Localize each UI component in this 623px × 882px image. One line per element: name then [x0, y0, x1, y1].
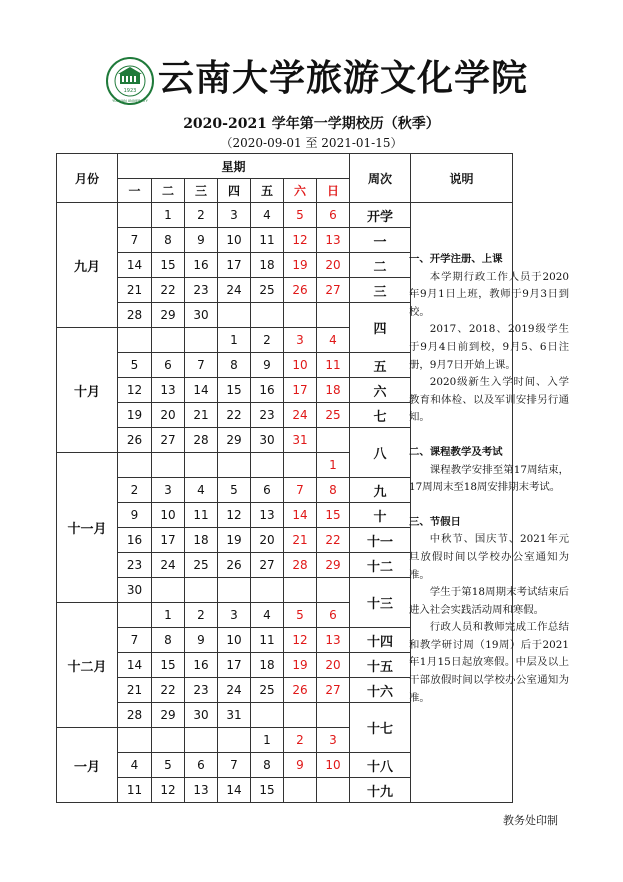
date-cell: [284, 778, 317, 803]
date-cell: 13: [317, 628, 350, 653]
date-cell: 24: [218, 278, 251, 303]
date-cell: [152, 728, 185, 753]
weekday-header: 五: [251, 179, 284, 203]
date-cell: [185, 728, 218, 753]
date-cell: [317, 703, 350, 728]
date-cell: 28: [284, 553, 317, 578]
date-cell: 19: [218, 528, 251, 553]
date-cell: 20: [317, 253, 350, 278]
date-cell: 8: [218, 353, 251, 378]
weekday-header: 一: [118, 179, 152, 203]
date-cell: 8: [317, 478, 350, 503]
date-cell: 16: [251, 378, 284, 403]
date-cell: [118, 453, 152, 478]
date-cell: 3: [218, 603, 251, 628]
date-cell: 2: [251, 328, 284, 353]
date-cell: 25: [251, 278, 284, 303]
date-cell: [317, 428, 350, 453]
month-label: 十月: [57, 328, 118, 453]
date-cell: [317, 303, 350, 328]
date-cell: 2: [185, 603, 218, 628]
date-cell: 30: [251, 428, 284, 453]
date-cell: 24: [284, 403, 317, 428]
date-cell: 30: [118, 578, 152, 603]
week-label: 十五: [350, 653, 411, 678]
date-cell: 22: [218, 403, 251, 428]
week-label: 七: [350, 403, 411, 428]
date-cell: 1: [152, 203, 185, 228]
week-label: 八: [350, 428, 411, 478]
notes-paragraph: 2017、2018、2019级学生于9月4日前到校，9月5、6日注册，9月7日开始上课。: [409, 323, 569, 371]
week-label: 十四: [350, 628, 411, 653]
date-cell: 5: [284, 203, 317, 228]
date-cell: 8: [152, 228, 185, 253]
date-cell: 21: [185, 403, 218, 428]
date-cell: 6: [251, 478, 284, 503]
date-cell: 23: [185, 678, 218, 703]
date-cell: 25: [185, 553, 218, 578]
date-cell: 11: [118, 778, 152, 803]
university-logo-icon: [104, 56, 156, 106]
date-cell: 31: [284, 428, 317, 453]
table-row: [57, 203, 513, 228]
date-cell: 5: [152, 753, 185, 778]
date-cell: 11: [251, 628, 284, 653]
notes-paragraph: 本学期行政工作人员于2020年9月1日上班，教师于9月3日到校。: [409, 270, 569, 318]
notes-paragraph: 行政人员和教师完成工作总结和教学研讨周（19周）后于2021年1月15日起放寒假。中层及以上干部放假时间以学校办公室通知为准。: [409, 621, 569, 704]
date-cell: 20: [251, 528, 284, 553]
date-cell: 9: [284, 753, 317, 778]
date-cell: 15: [152, 653, 185, 678]
date-cell: 29: [317, 553, 350, 578]
date-cell: 7: [284, 478, 317, 503]
date-cell: 3: [218, 203, 251, 228]
date-cell: 14: [284, 503, 317, 528]
date-cell: 15: [251, 778, 284, 803]
date-cell: 12: [218, 503, 251, 528]
date-cell: 5: [218, 478, 251, 503]
date-cell: 10: [218, 228, 251, 253]
date-cell: [284, 303, 317, 328]
date-cell: [284, 578, 317, 603]
date-cell: 17: [218, 253, 251, 278]
date-cell: 28: [185, 428, 218, 453]
logo-ring-text: YUNNAN UNIVERSITY: [112, 99, 148, 103]
notes-paragraph: 2020级新生入学时间、入学教育和体检、以及军训安排另行通知。: [409, 376, 569, 424]
date-cell: [251, 453, 284, 478]
date-cell: 17: [284, 378, 317, 403]
date-cell: 19: [284, 253, 317, 278]
date-cell: 13: [317, 228, 350, 253]
date-cell: 19: [118, 403, 152, 428]
date-cell: [152, 328, 185, 353]
month-column-header: 月份: [57, 154, 118, 203]
date-cell: [185, 453, 218, 478]
notes-paragraph: 课程教学安排至第17周结束，17周周末至18周安排期末考试。: [409, 463, 569, 494]
date-cell: 23: [118, 553, 152, 578]
date-cell: 2: [185, 203, 218, 228]
week-label: 二: [350, 253, 411, 278]
date-cell: 30: [185, 303, 218, 328]
date-cell: 2: [284, 728, 317, 753]
page-title: 2020-2021 学年第一学期校历（秋季）: [183, 116, 440, 132]
date-cell: [284, 453, 317, 478]
date-cell: 4: [118, 753, 152, 778]
date-cell: 14: [118, 653, 152, 678]
notes-heading: 三、节假日: [409, 515, 461, 528]
date-cell: 4: [185, 478, 218, 503]
date-cell: [118, 328, 152, 353]
month-label: 一月: [57, 728, 118, 803]
date-cell: 7: [185, 353, 218, 378]
footer-printer: 教务处印制: [503, 814, 558, 827]
date-cell: 6: [317, 603, 350, 628]
date-cell: 25: [317, 403, 350, 428]
notes-paragraph: 学生于第18周期末考试结束后进入社会实践活动周和寒假。: [409, 586, 569, 616]
date-cell: 3: [152, 478, 185, 503]
date-cell: 24: [218, 678, 251, 703]
date-cell: 21: [118, 678, 152, 703]
date-cell: 1: [152, 603, 185, 628]
date-cell: 8: [152, 628, 185, 653]
date-cell: 9: [251, 353, 284, 378]
page-subtitle: （2020-09-01 至 2021-01-15）: [220, 136, 403, 150]
date-cell: [317, 778, 350, 803]
date-cell: 13: [185, 778, 218, 803]
date-cell: [185, 328, 218, 353]
weekday-header: 三: [185, 179, 218, 203]
date-cell: [152, 453, 185, 478]
date-cell: 29: [152, 703, 185, 728]
date-cell: 26: [218, 553, 251, 578]
week-label: 四: [350, 303, 411, 353]
date-cell: 23: [251, 403, 284, 428]
weekday-header: 二: [152, 179, 185, 203]
date-cell: 20: [317, 653, 350, 678]
date-cell: [218, 728, 251, 753]
date-cell: 30: [185, 703, 218, 728]
week-label: 三: [350, 278, 411, 303]
date-cell: 2: [118, 478, 152, 503]
date-cell: [251, 578, 284, 603]
date-cell: 6: [317, 203, 350, 228]
date-cell: 27: [317, 678, 350, 703]
date-cell: 24: [152, 553, 185, 578]
date-cell: 14: [118, 253, 152, 278]
date-cell: 28: [118, 303, 152, 328]
week-label: 十三: [350, 578, 411, 628]
notes-heading: 二、课程教学及考试: [409, 445, 503, 458]
date-cell: 11: [317, 353, 350, 378]
date-cell: [118, 203, 152, 228]
date-cell: [251, 703, 284, 728]
week-column-header: 周次: [350, 154, 411, 203]
date-cell: 1: [218, 328, 251, 353]
date-cell: [284, 703, 317, 728]
date-cell: 17: [152, 528, 185, 553]
date-cell: 18: [185, 528, 218, 553]
date-cell: 13: [251, 503, 284, 528]
date-cell: 7: [218, 753, 251, 778]
date-cell: [218, 303, 251, 328]
date-cell: [317, 578, 350, 603]
date-cell: 23: [185, 278, 218, 303]
date-cell: 11: [185, 503, 218, 528]
date-cell: 31: [218, 703, 251, 728]
date-cell: 29: [218, 428, 251, 453]
date-cell: 1: [317, 453, 350, 478]
date-cell: 7: [118, 628, 152, 653]
week-label: 十六: [350, 678, 411, 703]
date-cell: 12: [284, 628, 317, 653]
notes-paragraph: 中秋节、国庆节、2021年元旦放假时间以学校办公室通知为准。: [409, 533, 569, 581]
date-cell: 8: [251, 753, 284, 778]
date-cell: 18: [317, 378, 350, 403]
date-cell: 27: [251, 553, 284, 578]
date-cell: 10: [218, 628, 251, 653]
date-cell: 26: [118, 428, 152, 453]
date-cell: 5: [284, 603, 317, 628]
month-label: 十二月: [57, 603, 118, 728]
date-cell: 22: [152, 278, 185, 303]
week-label: 九: [350, 478, 411, 503]
date-cell: 14: [218, 778, 251, 803]
date-cell: 15: [317, 503, 350, 528]
notes-panel: [409, 251, 569, 707]
week-label: 开学: [350, 203, 411, 228]
date-cell: 18: [251, 653, 284, 678]
logo-year: 1923: [123, 88, 137, 94]
date-cell: 26: [284, 678, 317, 703]
date-cell: 20: [152, 403, 185, 428]
date-cell: 22: [317, 528, 350, 553]
date-cell: 19: [284, 653, 317, 678]
date-cell: 28: [118, 703, 152, 728]
school-name: 云南大学旅游文化学院: [158, 57, 529, 99]
date-cell: 14: [185, 378, 218, 403]
date-cell: 6: [185, 753, 218, 778]
weekday-header: 日: [317, 179, 350, 203]
notes-heading: 一、开学注册、上课: [409, 253, 503, 265]
date-cell: [218, 578, 251, 603]
date-cell: [185, 578, 218, 603]
date-cell: 11: [251, 228, 284, 253]
date-cell: 16: [185, 653, 218, 678]
date-cell: [251, 303, 284, 328]
date-cell: 3: [317, 728, 350, 753]
week-label: 六: [350, 378, 411, 403]
date-cell: [152, 578, 185, 603]
week-label: 十二: [350, 553, 411, 578]
weekday-header: 四: [218, 179, 251, 203]
date-cell: 15: [152, 253, 185, 278]
week-label: 十八: [350, 753, 411, 778]
date-cell: 10: [152, 503, 185, 528]
date-cell: 9: [185, 228, 218, 253]
date-cell: [118, 603, 152, 628]
date-cell: 17: [218, 653, 251, 678]
date-cell: 16: [118, 528, 152, 553]
weekday-group-header: 星期: [118, 154, 350, 179]
date-cell: 4: [251, 603, 284, 628]
week-label: 十一: [350, 528, 411, 553]
date-cell: 16: [185, 253, 218, 278]
date-cell: 15: [218, 378, 251, 403]
month-label: 十一月: [57, 453, 118, 603]
week-label: 十: [350, 503, 411, 528]
date-cell: 10: [317, 753, 350, 778]
week-label: 十九: [350, 778, 411, 803]
weekday-header: 六: [284, 179, 317, 203]
week-label: 一: [350, 228, 411, 253]
date-cell: 7: [118, 228, 152, 253]
date-cell: 9: [118, 503, 152, 528]
date-cell: [218, 453, 251, 478]
date-cell: 25: [251, 678, 284, 703]
date-cell: 9: [185, 628, 218, 653]
date-cell: 10: [284, 353, 317, 378]
date-cell: 4: [251, 203, 284, 228]
date-cell: 18: [251, 253, 284, 278]
date-cell: 6: [152, 353, 185, 378]
date-cell: 12: [118, 378, 152, 403]
month-label: 九月: [57, 203, 118, 328]
date-cell: 21: [118, 278, 152, 303]
date-cell: 1: [251, 728, 284, 753]
date-cell: 27: [152, 428, 185, 453]
date-cell: 4: [317, 328, 350, 353]
date-cell: 29: [152, 303, 185, 328]
week-label: 十七: [350, 703, 411, 753]
date-cell: 27: [317, 278, 350, 303]
date-cell: 26: [284, 278, 317, 303]
notes-column-header: 说明: [411, 154, 513, 203]
page-header: [0, 48, 623, 108]
date-cell: 12: [284, 228, 317, 253]
date-cell: [118, 728, 152, 753]
date-cell: 21: [284, 528, 317, 553]
date-cell: 22: [152, 678, 185, 703]
date-cell: 5: [118, 353, 152, 378]
date-cell: 12: [152, 778, 185, 803]
date-cell: 13: [152, 378, 185, 403]
date-cell: 3: [284, 328, 317, 353]
week-label: 五: [350, 353, 411, 378]
